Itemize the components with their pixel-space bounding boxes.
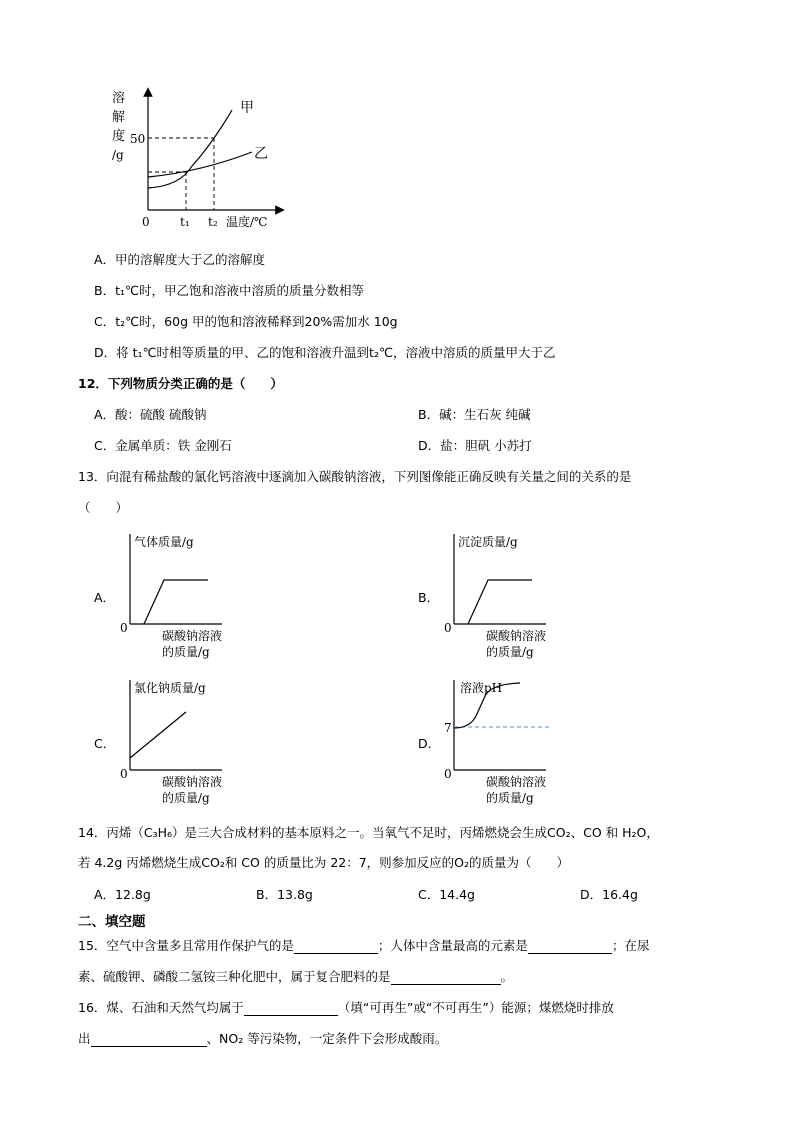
section-heading: 二、填空题 bbox=[78, 914, 146, 930]
graph-line bbox=[144, 580, 208, 624]
q13-stem-text: 13．向混有稀盐酸的氯化钙溶液中逐滴加入碳酸钠溶液，下列图像能正确反映有关量之间的关系的是 bbox=[78, 469, 632, 484]
tick-7: 7 bbox=[444, 721, 452, 735]
graph-line bbox=[468, 580, 532, 624]
q14-option-d: D．16.4g bbox=[580, 887, 638, 902]
q13-option-a-letter: A． bbox=[94, 590, 116, 605]
ylabel-char-4: /g bbox=[112, 148, 124, 162]
y-tick-50: 50 bbox=[130, 132, 146, 146]
q11-option-d: D．将 t₁℃时相等质量的甲、乙的饱和溶液升温到t₂℃，溶液中溶质的质量甲大于乙 bbox=[94, 345, 556, 360]
ylabel-char-1: 溶 bbox=[112, 91, 126, 106]
q14-option-a: A．12.8g bbox=[94, 887, 151, 902]
q16-line2-end: 、NO₂ 等污染物，一定条件下会形成酸雨。 bbox=[206, 1031, 448, 1046]
q16-blank-2[interactable] bbox=[91, 1032, 207, 1047]
origin-label: 0 bbox=[444, 621, 452, 635]
origin-label: 0 bbox=[120, 621, 128, 635]
y-label: 气体质量/g bbox=[134, 535, 194, 549]
q15-line-1 bbox=[78, 936, 649, 954]
q16-part-2: （填“可再生”或“不可再生”）能源；煤燃烧时排放 bbox=[337, 1000, 614, 1015]
q15-part-3: ；在尿 bbox=[611, 938, 650, 953]
q15-blank-3[interactable] bbox=[391, 970, 501, 985]
q11-option-c: C．t₂℃时，60g 甲的饱和溶液稀释到20%需加水 10g bbox=[94, 314, 398, 329]
x-label-2: 的质量/g bbox=[486, 791, 534, 805]
q15-line2-end: 。 bbox=[500, 969, 514, 984]
x-label-1: 碳酸钠溶液 bbox=[162, 775, 223, 789]
q13-graph-c bbox=[116, 676, 236, 806]
q12-stem: 12．下列物质分类正确的是（ ） bbox=[78, 376, 283, 391]
q11-option-b: B．t₁℃时，甲乙饱和溶液中溶质的质量分数相等 bbox=[94, 283, 365, 298]
series-yi-label: 乙 bbox=[254, 146, 268, 162]
x-tick-t2: t₂ bbox=[208, 215, 218, 229]
q14-option-b: B．13.8g bbox=[256, 887, 313, 902]
series-jia-label: 甲 bbox=[240, 100, 254, 116]
x-label-2: 的质量/g bbox=[486, 645, 534, 659]
q15-blank-2[interactable] bbox=[528, 939, 612, 954]
q12-option-b: B．碱：生石灰 纯碱 bbox=[418, 407, 531, 422]
q14-line-1: 14．丙烯（C₃H₆）是三大合成材料的基本原料之一。当氧气不足时，丙烯燃烧会生成CO₂、CO 和 H₂O， bbox=[78, 825, 659, 840]
ylabel-char-3: 度 bbox=[112, 129, 126, 144]
x-label-1: 碳酸钠溶液 bbox=[486, 629, 547, 643]
q14-option-c: C．14.4g bbox=[418, 887, 475, 902]
x-label-2: 的质量/g bbox=[162, 645, 210, 659]
graph-line bbox=[130, 712, 186, 758]
origin-label: 0 bbox=[444, 767, 452, 781]
q13-stem bbox=[78, 467, 631, 485]
q15-part-1: 15．空气中含量多且常用作保护气的是 bbox=[78, 938, 294, 953]
q15-line2-text: 素、硫酸钾、磷酸二氢铵三种化肥中，属于复合肥料的是 bbox=[78, 969, 391, 984]
curve-yi bbox=[148, 152, 252, 177]
y-label: 氯化钠质量/g bbox=[134, 681, 206, 695]
q16-line-2 bbox=[78, 1029, 447, 1047]
q12-option-c: C．金属单质：铁 金刚石 bbox=[94, 438, 232, 453]
q13-graph-d bbox=[440, 676, 560, 806]
origin-label: 0 bbox=[142, 215, 150, 229]
q11-option-a: A．甲的溶解度大于乙的溶解度 bbox=[94, 252, 266, 267]
y-label: 沉淀质量/g bbox=[458, 535, 518, 549]
q13-option-d-letter: D． bbox=[418, 736, 441, 751]
q13-option-c-letter: C． bbox=[94, 736, 116, 751]
q15-line-2 bbox=[78, 967, 513, 985]
q12-option-a: A．酸：硫酸 硫酸钠 bbox=[94, 407, 207, 422]
x-tick-t1: t₁ bbox=[180, 215, 190, 229]
q13-option-b-letter: B． bbox=[418, 590, 440, 605]
q16-blank-1[interactable] bbox=[244, 1001, 338, 1016]
q16-line-1 bbox=[78, 998, 614, 1016]
x-label-2: 的质量/g bbox=[162, 791, 210, 805]
q13-paren: （ ） bbox=[78, 500, 129, 515]
q16-part-1: 16．煤、石油和天然气均属于 bbox=[78, 1000, 244, 1015]
solubility-graph bbox=[100, 84, 290, 234]
q15-part-2: ；人体中含量最高的元素是 bbox=[377, 938, 528, 953]
q13-graph-b bbox=[440, 530, 560, 660]
x-axis-label: 温度/℃ bbox=[226, 215, 268, 229]
x-label-1: 碳酸钠溶液 bbox=[162, 629, 223, 643]
q13-graph-a bbox=[116, 530, 236, 660]
q14-line-2: 若 4.2g 丙烯燃烧生成CO₂和 CO 的质量比为 22：7，则参加反应的O₂的质量为（ ） bbox=[78, 855, 570, 870]
y-label: 溶液pH bbox=[460, 681, 503, 695]
q15-blank-1[interactable] bbox=[294, 939, 378, 954]
origin-label: 0 bbox=[120, 767, 128, 781]
q16-line2-start: 出 bbox=[78, 1031, 91, 1046]
ylabel-char-2: 解 bbox=[112, 110, 126, 125]
q12-option-d: D．盐：胆矾 小苏打 bbox=[418, 438, 532, 453]
x-label-1: 碳酸钠溶液 bbox=[486, 775, 547, 789]
curve-jia bbox=[148, 110, 232, 188]
